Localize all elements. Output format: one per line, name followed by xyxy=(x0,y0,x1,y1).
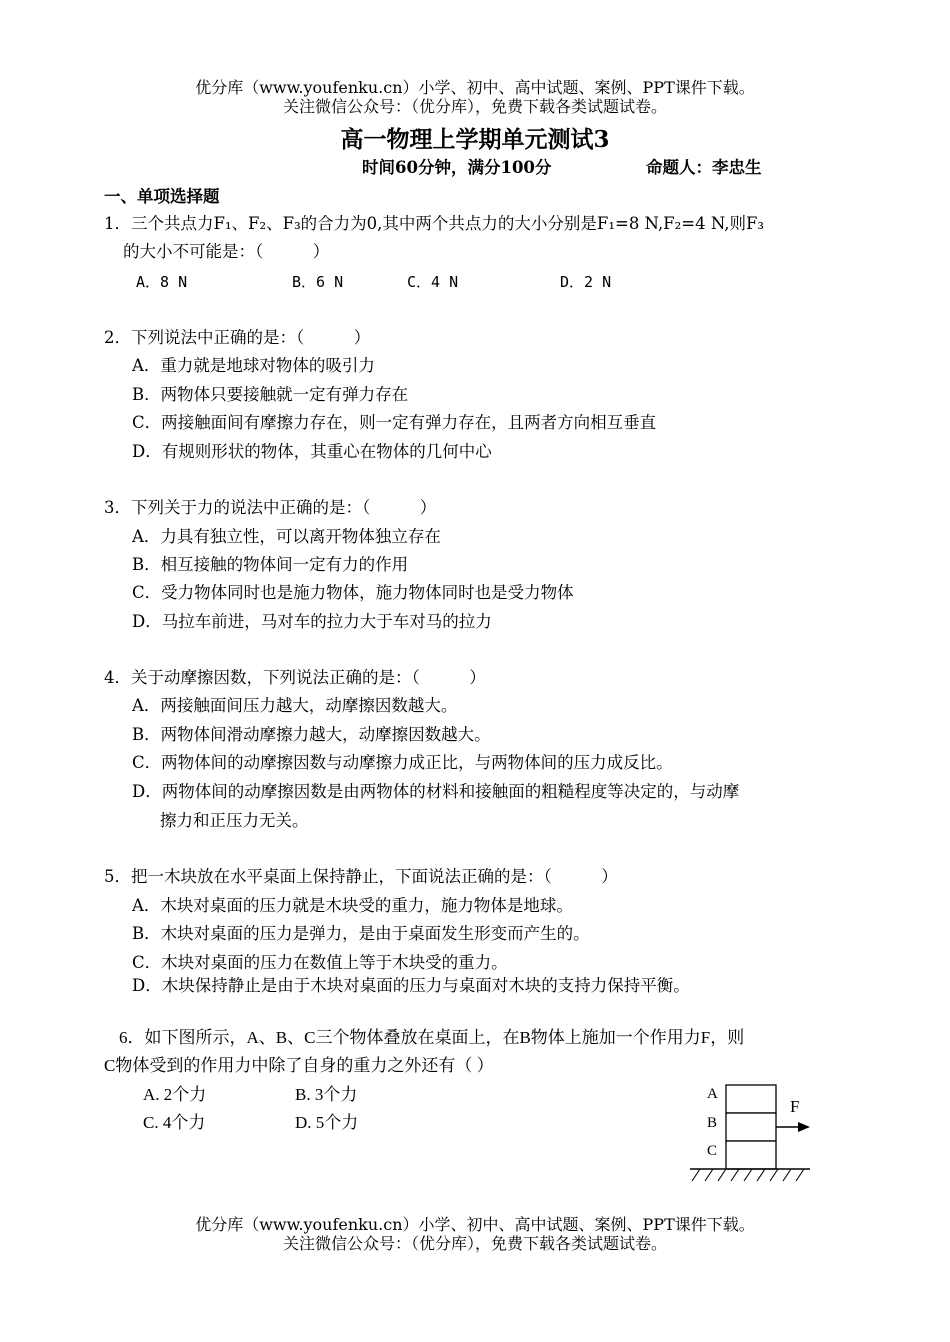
q5-stem: 5．把一木块放在水平桌面上保持静止，下面说法正确的是：（ ） xyxy=(104,867,618,886)
page-title: 高一物理上学期单元测试3 xyxy=(340,126,610,153)
header-line-2: 关注微信公众号：（优分库），免费下载各类试题试卷。 xyxy=(282,97,667,116)
q4-option-c: C．两物体间的动摩擦因数与动摩擦力成正比，与两物体间的压力成反比。 xyxy=(132,753,673,772)
force-arrow-head xyxy=(798,1122,810,1132)
q3-option-a: A．力具有独立性，可以离开物体独立存在 xyxy=(132,527,441,546)
q6-stem: 6．如下图所示，A、B、C三个物体叠放在桌面上，在B物体上施加一个作用力F，则 xyxy=(119,1028,745,1047)
q1-option-b: B．6 N xyxy=(292,273,344,291)
force-label: F xyxy=(790,1097,800,1116)
section-heading: 一、单项选择题 xyxy=(104,187,220,206)
q3-option-b: B．相互接触的物体间一定有力的作用 xyxy=(132,555,409,574)
q3-option-c: C．受力物体同时也是施力物体，施力物体同时也是受力物体 xyxy=(132,583,574,602)
q5-option-d: D．木块保持静止是由于木块对桌面的压力与桌面对木块的支持力保持平衡。 xyxy=(132,976,690,995)
q1-stem-cont: 的大小不可能是：（ ） xyxy=(123,242,330,261)
label-c: C xyxy=(707,1143,718,1159)
q1-option-c: C．4 N xyxy=(407,273,459,291)
q3-stem: 3．下列关于力的说法中正确的是：（ ） xyxy=(104,498,437,517)
q1-option-d: D．2 N xyxy=(560,273,612,291)
q2-stem: 2．下列说法中正确的是：（ ） xyxy=(104,328,371,347)
block-b xyxy=(726,1113,776,1141)
header-line-1: 优分库（www.youfenku.cn）小学、初中、高中试题、案例、PPT课件下载。 xyxy=(195,78,755,97)
q6-option-a: A. 2个力 xyxy=(143,1085,207,1104)
q2-option-d: D．有规则形状的物体，其重心在物体的几何中心 xyxy=(132,442,492,461)
q2-option-a: A．重力就是地球对物体的吸引力 xyxy=(132,356,375,375)
q5-option-a: A．木块对桌面的压力就是木块受的重力，施力物体是地球。 xyxy=(132,896,573,915)
q5-option-c: C．木块对桌面的压力在数值上等于木块受的重力。 xyxy=(132,953,508,972)
q4-option-d: D．两物体间的动摩擦因数是由两物体的材料和接触面的粗糙程度等决定的，与动摩 xyxy=(132,782,740,801)
q2-option-c: C．两接触面间有摩擦力存在，则一定有弹力存在，且两者方向相互垂直 xyxy=(132,413,657,432)
q5-option-b: B．木块对桌面的压力是弹力，是由于桌面发生形变而产生的。 xyxy=(132,924,590,943)
q3-option-d: D．马拉车前进，马对车的拉力大于车对马的拉力 xyxy=(132,612,492,631)
footer-line-1: 优分库（www.youfenku.cn）小学、初中、高中试题、案例、PPT课件下载。 xyxy=(195,1215,755,1234)
q4-option-d-cont: 擦力和正压力无关。 xyxy=(160,811,309,830)
q4-option-a: A．两接触面间压力越大，动摩擦因数越大。 xyxy=(132,696,458,715)
stacked-blocks-figure xyxy=(680,1075,820,1190)
block-c xyxy=(726,1141,776,1169)
q1-option-a: A．8 N xyxy=(136,273,188,291)
footer-line-2: 关注微信公众号：（优分库），免费下载各类试题试卷。 xyxy=(282,1234,667,1253)
q6-stem-cont: C物体受到的作用力中除了自身的重力之外还有（ ） xyxy=(104,1056,494,1075)
label-a: A xyxy=(707,1086,718,1102)
q6-option-c: C. 4个力 xyxy=(143,1113,206,1132)
q1-stem: 1．三个共点力F₁、F₂、F₃的合力为0,其中两个共点力的大小分别是F₁=8 N,F₂=4 N,则F₃ xyxy=(104,214,765,233)
q6-option-d: D. 5个力 xyxy=(295,1113,359,1132)
block-a xyxy=(726,1085,776,1113)
exam-time-info: 时间60分钟，满分100分 xyxy=(362,158,552,177)
q4-stem: 4．关于动摩擦因数，下列说法正确的是：（ ） xyxy=(104,668,486,687)
ground-hatching xyxy=(692,1169,804,1181)
q2-option-b: B．两物体只要接触就一定有弹力存在 xyxy=(132,385,409,404)
exam-author: 命题人：李忠生 xyxy=(646,158,762,177)
q6-option-b: B. 3个力 xyxy=(295,1085,358,1104)
label-b: B xyxy=(707,1115,718,1131)
q4-option-b: B．两物体间滑动摩擦力越大，动摩擦因数越大。 xyxy=(132,725,491,744)
